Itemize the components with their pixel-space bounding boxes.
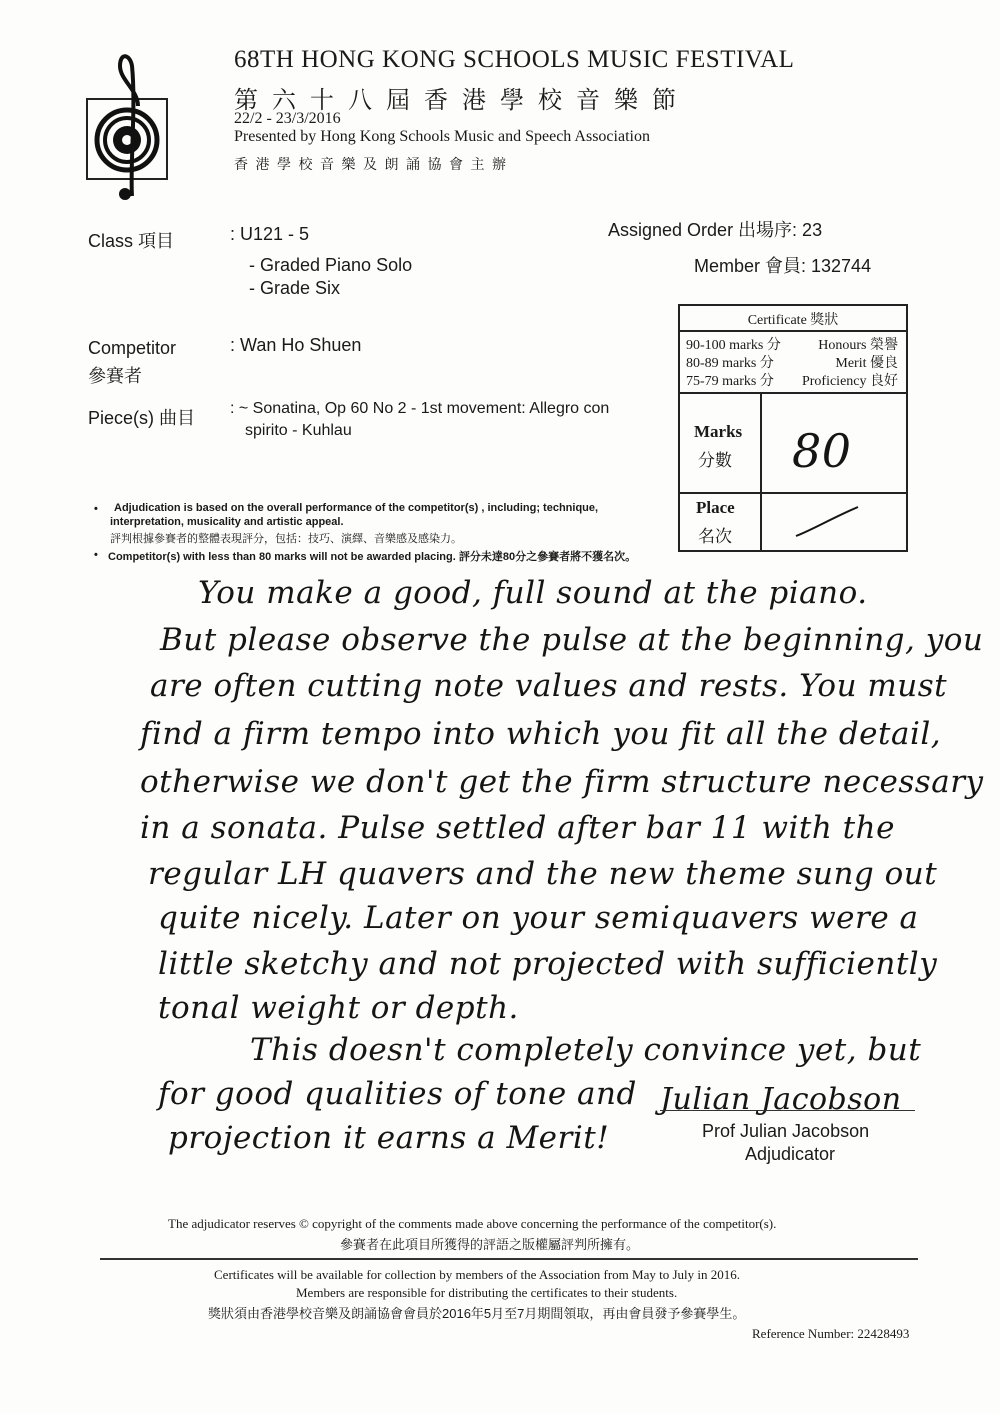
piece-title: : ~ Sonatina, Op 60 No 2 - 1st movement: Allegro con [230, 400, 610, 417]
member-number: Member 會員: 132744 [694, 256, 872, 276]
comment-line: are often cutting note values and rests. You must [150, 668, 948, 704]
treble-clef-icon [108, 46, 148, 206]
festival-title: 68TH HONG KONG SCHOOLS MUSIC FESTIVAL [234, 46, 795, 73]
certificate-row-proficiency [686, 370, 898, 390]
adjudication-note: Adjudication is based on the overall performance of the competitor(s) , including; technique, [114, 502, 599, 514]
comment-line: You make a good, full sound at the piano. [198, 575, 868, 611]
festival-dates: 22/2 - 23/3/2016 [234, 110, 341, 127]
footer-divider [100, 1258, 918, 1260]
comment-line: But please observe the pulse at the beginning, you [160, 622, 984, 658]
class-description: - Graded Piano Solo [249, 255, 413, 275]
adjudicator-name: Prof Julian Jacobson [702, 1121, 870, 1141]
comment-line: regular LH quavers and the new theme sung out [148, 856, 938, 892]
competitor-label-chinese: 參賽者 [88, 366, 142, 386]
certificate-range: 75-79 marks 分 [686, 374, 774, 389]
class-label: Class 項目 [88, 231, 175, 251]
place-label-chinese: 名次 [698, 527, 732, 546]
comment-line: find a firm tempo into which you fit all the detail, [140, 716, 942, 752]
certificate-row-honours [686, 334, 898, 354]
certificate-collection-notice: Certificates will be available for collection by members of the Association from May to July in 2016. [214, 1267, 741, 1282]
festival-title-chinese: 第 六 十 八 屆 香 港 學 校 音 樂 節 [234, 88, 680, 114]
adjudicator-role: Adjudicator [745, 1144, 836, 1164]
presented-by: Presented by Hong Kong Schools Music and Speech Association [234, 128, 650, 145]
certificate-box [678, 304, 908, 552]
marks-label-chinese: 分數 [698, 451, 732, 470]
place-slash-mark [792, 504, 862, 540]
comment-line: in a sonata. Pulse settled after bar 11 with the [140, 810, 895, 846]
adjudication-note-chinese: 評判根據參賽者的整體表現評分，包括：技巧、演繹、音樂感及感染力。 [110, 533, 462, 545]
class-grade: - Grade Six [249, 278, 341, 298]
assigned-order: Assigned Order 出場序: 23 [608, 220, 823, 240]
certificate-award: Merit 優良 [835, 356, 898, 371]
comment-line: projection it earns a Merit! [168, 1120, 610, 1156]
place-label: Place [696, 498, 735, 517]
presented-by-chinese: 香 港 學 校 音 樂 及 朗 誦 協 會 主 辦 [234, 158, 508, 173]
comment-line: for good qualities of tone and [158, 1076, 637, 1112]
copyright-notice: The adjudicator reserves © copyright of the comments made above concerning the performance of the competitor(s). [168, 1216, 777, 1231]
certificate-row-merit [686, 352, 898, 372]
marks-value: 80 [792, 424, 852, 478]
adjudication-note-continued: interpretation, musicality and artistic appeal. [110, 516, 344, 528]
placing-note: Competitor(s) with less than 80 marks will not be awarded placing. 評分未達80分之參賽者將不獲名次。 [108, 551, 637, 563]
note-bullet-icon: • [94, 503, 98, 515]
comment-line: tonal weight or depth. [158, 990, 519, 1026]
class-value: : U121 - 5 [230, 224, 310, 244]
reference-number: Reference Number: 22428493 [752, 1326, 910, 1341]
piece-label: Piece(s) 曲目 [88, 408, 196, 428]
certificate-range: 90-100 marks 分 [686, 338, 781, 353]
certificate-award: Proficiency 良好 [801, 374, 898, 389]
comment-line: otherwise we don't get the firm structure necessary [140, 764, 984, 800]
certificate-range: 80-89 marks 分 [686, 356, 774, 371]
comment-line: This doesn't completely convince yet, but [250, 1032, 922, 1068]
comment-line: quite nicely. Later on your semiquavers were a [158, 900, 919, 936]
note-bullet-icon: • [94, 549, 98, 561]
comment-line: little sketchy and not projected with sufficiently [158, 946, 938, 982]
certificate-notice-chinese: 獎狀須由香港學校音樂及朗誦協會會員於2016年5月至7月期間領取，再由會員發予參賽學生。 [208, 1306, 746, 1321]
certificate-title: Certificate 獎狀 [747, 313, 839, 328]
certificate-award: Honours 榮譽 [818, 338, 898, 353]
piece-title-continued: spirito - Kuhlau [245, 422, 352, 439]
adjudicator-signature: Julian Jacobson [660, 1082, 902, 1117]
certificate-distribution-notice: Members are responsible for distributing the certificates to their students. [296, 1285, 678, 1300]
marks-label: Marks [694, 422, 743, 441]
competitor-name: : Wan Ho Shuen [230, 335, 362, 355]
copyright-notice-chinese: 參賽者在此項目所獲得的評語之版權屬評判所擁有。 [340, 1237, 640, 1252]
competitor-label: Competitor [88, 338, 177, 358]
